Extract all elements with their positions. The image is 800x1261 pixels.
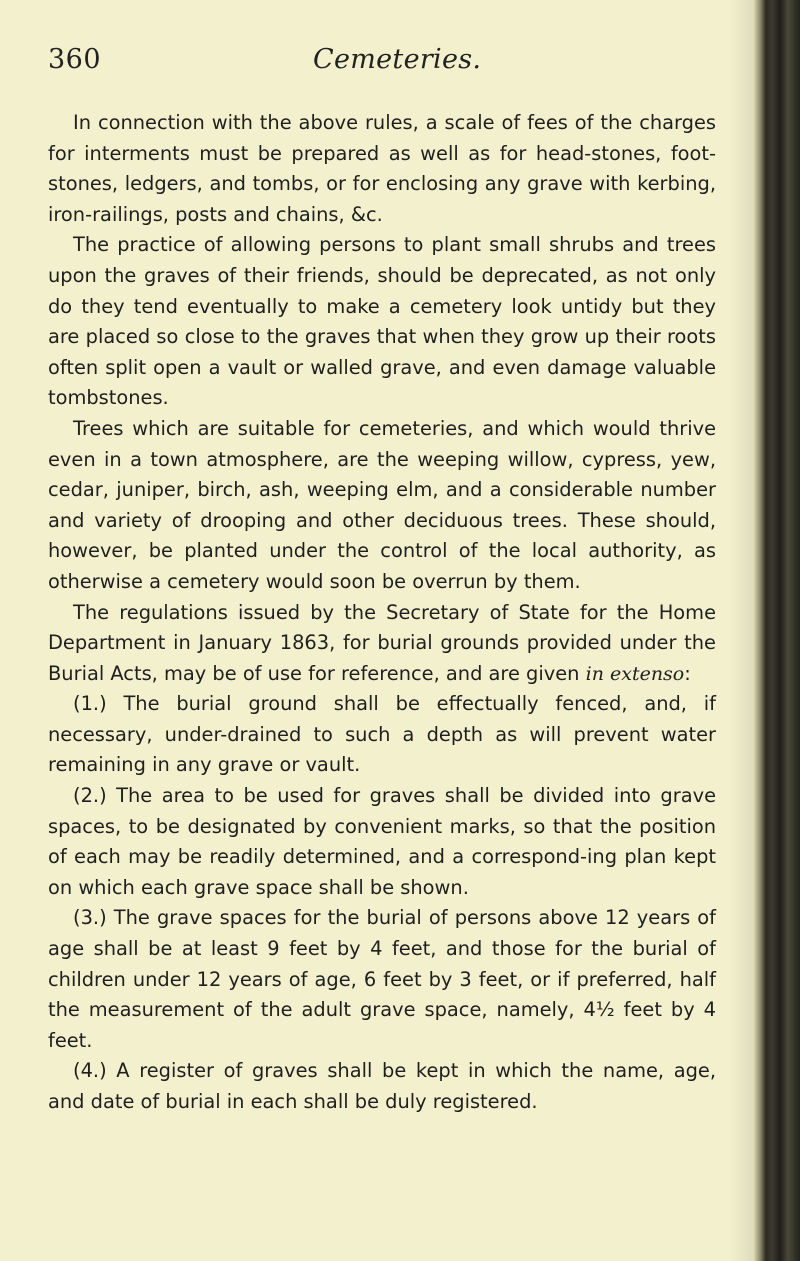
running-title: Cemeteries. [313,44,482,75]
regulation-3: (3.) The grave spaces for the burial of persons above 12 years of age shall be at least 9 feet by 4 feet, and those for the burial of children under 12 years of age, 6 feet by 3 feet, or if preferred, half the measurement of the adult grave space, namely, 4½ feet by 4 feet. [48,906,716,1052]
regulation-1: (1.) The burial ground shall be effectually fenced, and, if necessary, under-drained to such a depth as will prevent water remaining in any grave or vault. [48,692,716,777]
page-number: 360 [48,44,102,75]
paragraph-regulations: The regulations issued by the Secretary of State for the Home Department in January 1863, for burial grounds provided under the Burial Acts, may be of use for reference, and are given in extenso: [48,600,716,685]
italic-phrase: in extenso [585,662,685,685]
body-text [48,108,716,1118]
paragraph-fees: In connection with the above rules, a scale of fees of the charges for interments must be prepared as well as for head-stones, foot-stones, ledgers, and tombs, or for enclosing any grave with kerbing, iron-railings, posts and chains, &c. [48,111,716,226]
regulation-4: (4.) A register of graves shall be kept in which the name, age, and date of burial in each shall be duly registered. [48,1059,716,1113]
page-header [48,44,738,84]
regulation-2: (2.) The area to be used for graves shall be divided into grave spaces, to be designated by convenient marks, so that the position of each may be readily determined, and a correspond-ing plan kept on which each grave space shall be shown. [48,784,716,899]
paragraph-trees: Trees which are suitable for cemeteries, and which would thrive even in a town atmosphere, are the weeping willow, cypress, yew, cedar, juniper, birch, ash, weeping elm, and a considerable number and variety of drooping and other deciduous trees. These should, however, be planted under the control of the local authority, as otherwise a cemetery would soon be overrun by them. [48,416,716,593]
paragraph-shrubs: The practice of allowing persons to plant small shrubs and trees upon the graves of their friends, should be deprecated, as not only do they tend eventually to make a cemetery look untidy but they are placed so close to the graves that when they grow up their roots often split open a vault or walled grave, and even damage valuable tombstones. [48,233,716,410]
book-spine-edge [754,0,800,1261]
